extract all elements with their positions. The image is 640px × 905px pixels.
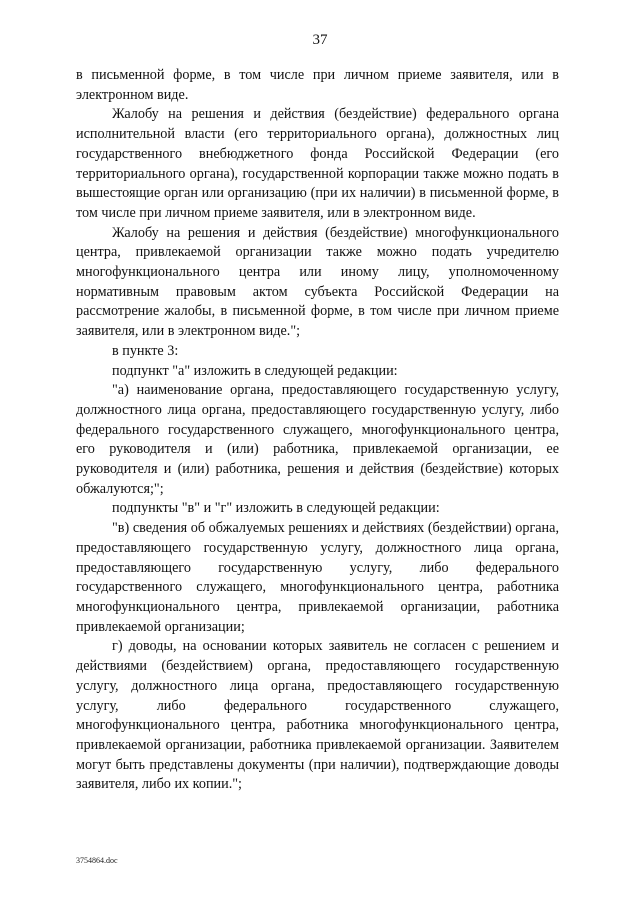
paragraph: Жалобу на решения и действия (бездействие) федерального органа исполнительной власти (его территориального органа), должностных лиц государственного внебюджетного фонда Российской Федерации (его территориального органа), государственной корпорации также можно подать в вышестоящие орган или организацию (при их наличии) в письменной форме, в том числе при личном приеме заявителя, или в электронном виде. [76,106,559,221]
paragraph: "а) наименование органа, предоставляющего государственную услугу, должностного лица органа, предоставляющего государственную услугу, либо федерального государственного служащего, многофункционального центра, его руководителя и (или) работника, привлекаемой организации, ее руководителя и (или) работника, решения и действия (бездействие) которых обжалуются;"; [76,382,559,497]
document-body [76,66,559,795]
page-number: 37 [312,32,328,48]
paragraph: подпункты "в" и "г" изложить в следующей редакции: [112,500,440,517]
paragraph: в письменной форме, в том числе при личном приеме заявителя, или в электронном виде. [76,67,559,103]
paragraph: "в) сведения об обжалуемых решениях и действиях (бездействии) органа, предоставляющего государственную услугу, должностного лица органа, предоставляющего государственную услугу, либо федерального государственного служащего, многофункционального центра, работника многофункционального центра, привлекаемой организации, работника привлекаемой организации; [76,520,559,635]
paragraph: г) доводы, на основании которых заявитель не согласен с решением и действиями (бездействием) органа, предоставляющего государственную услугу, должностного лица органа, предоставляющего государственную услугу, либо федерального государственного служащего, многофункционального центра, работника многофункционального центра, привлекаемой организации, работника привлекаемой организации. Заявителем могут быть представлены документы (при наличии), подтверждающие доводы заявителя, либо их копии."; [76,638,559,793]
paragraph: подпункт "а" изложить в следующей редакции: [112,362,398,379]
footer-filename: 3754864.doc [76,856,118,865]
paragraph: в пункте 3: [112,342,179,359]
paragraph: Жалобу на решения и действия (бездействие) многофункционального центра, привлекаемой организации также можно подать учредителю многофункционального центра или иному лицу, уполномоченному нормативным правовым актом субъекта Российской Федерации на рассмотрение жалобы, в письменной форме, в том числе при личном приеме заявителя, или в электронном виде."; [76,224,559,340]
